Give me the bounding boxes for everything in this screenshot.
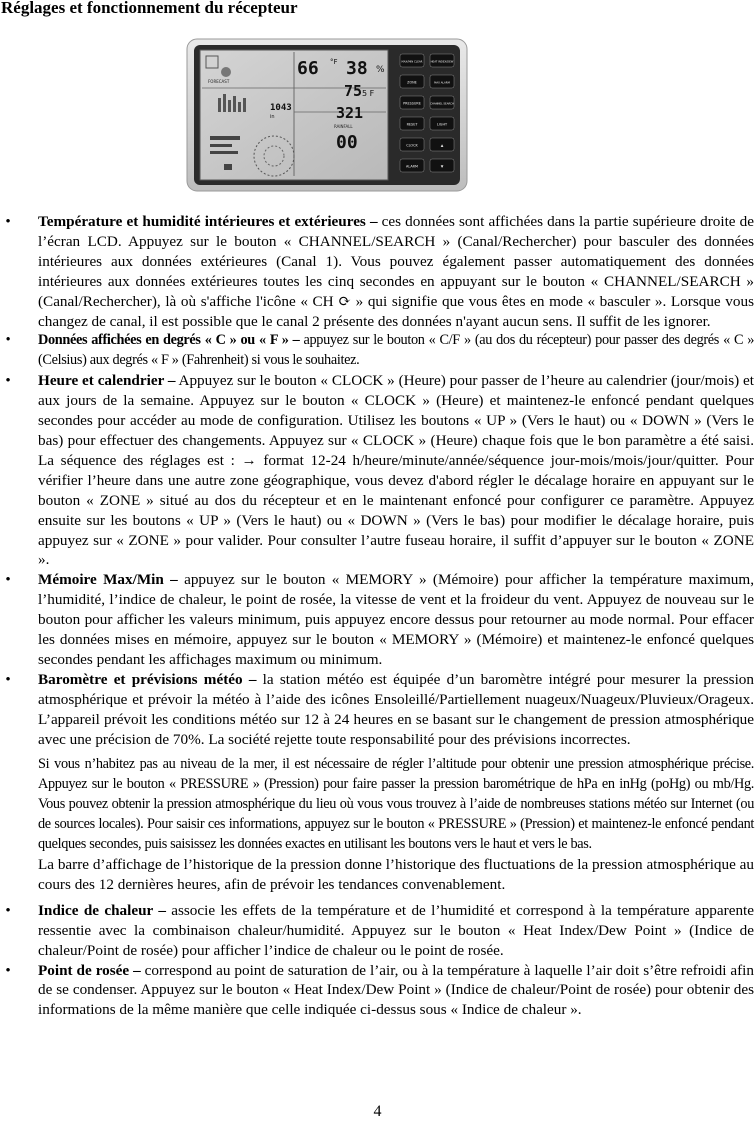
bullet-icon: • xyxy=(5,213,11,230)
list-item xyxy=(0,961,755,1021)
item-text: correspond au point de saturation de l’air, ou à la température à laquelle l’air doit s’être refroidi afin de se condenser. Appuyez sur le bouton « Heat Index/Dew Point » (Indice de chaleur/Point de rosée) pour obtenir des informations de la même manière que celle indiquée ci-dessus sous « Indice de chaleur ». xyxy=(38,961,754,1019)
lcd-pressure: 1043 xyxy=(270,103,292,113)
list-item xyxy=(0,570,755,670)
lcd-humidity: 38 xyxy=(346,58,368,79)
lcd-outdoor-temp: 75 xyxy=(344,82,363,100)
lcd-outdoor-unit: 5 F xyxy=(362,89,375,98)
bullet-icon: • xyxy=(5,961,11,979)
item-text: ces données sont affichées dans la partie supérieure droite de l’écran LCD. Appuyez sur le bouton « CHANNEL/SEARCH » (Canal/Rechercher) pour basculer des données intérieures aux données extérieures (Canal 1). Vous pouvez également passer automatiquement des données intérieures aux données extérieures toutes les cinq secondes en appuyant sur le bouton « CHANNEL/SEARCH » (Canal/Rechercher), là où s'affiche l'icône « CH ⟳ » qui signifie que vous êtes en mode « basculer ». Lorsque vous changez de canal, il est possible que le canal 2 présente des données n'ayant aucun sens. Il suffit de les ignorer. xyxy=(38,213,754,330)
bullet-icon: • xyxy=(5,372,11,390)
feature-list xyxy=(0,901,755,1020)
device-button-label: ▼ xyxy=(440,164,444,169)
item-text: la station météo est équipée d’un baromètre intégré pour mesurer la pression atmosphérique et prévoir la météo à l’aide des icônes Ensoleillé/Partiellement nuageux/Nuageux/Pluvieux/Orageux. L’appareil prévoit les conditions météo sur 12 à 24 heures en se basant sur le changement de pression atmosphérique avec une précision de 70%. La société rejette toute responsabilité pour des prévisions incorrectes. xyxy=(38,670,754,748)
lcd-rain: 00 xyxy=(336,132,358,153)
feature-list xyxy=(0,212,755,749)
device-button-label: MAX ALARM xyxy=(434,81,450,85)
pressure-paragraph: La barre d’affichage de l’historique de la pression donne l’historique des fluctuations de la pression atmosphérique au cours des 12 dernières heures, afin de prévoir les tendances convenablement. xyxy=(38,856,754,893)
lcd-forecast-label: FORECAST xyxy=(208,79,230,84)
lcd-indoor-temp: 66 xyxy=(297,58,319,79)
item-heading: Données affichées en degrés « C » ou « F » – xyxy=(38,332,300,349)
page-number: 4 xyxy=(373,1103,382,1120)
item-text: appuyez sur le bouton « MEMORY » (Mémoire) pour afficher la température maximum, l’humidité, l’indice de chaleur, le point de rosée, la vitesse de vent et la froideur du vent. Appuyez de nouveau sur le bouton pour afficher les valeurs minimum, puis appuyez encore dessus pour retourner au mode normal. Pour effacer les données mises en mémoire, appuyez sur le bouton « MEMORY » (Mémoire) et maintenez-le enfoncé quelques secondes pendant les affichages maximum ou minimum. xyxy=(38,571,754,668)
device-button-label: MAX/MIN CLEAR xyxy=(401,60,423,64)
item-text: associe les effets de la température et de l’humidité et correspond à la température apparente ressentie avec la combinaison chaleur/humidité. Appuyez sur le bouton « Heat Index/Dew Point » (Indice de chaleur/Point de rosée) pour afficher l’indice de chaleur ou le point de rosée. xyxy=(38,901,754,959)
device-button-label: ZONE xyxy=(407,80,417,85)
bullet-icon: • xyxy=(5,901,11,919)
item-heading: Heure et calendrier – xyxy=(38,372,176,390)
device-button-label: RESET xyxy=(406,122,418,127)
lcd-temp-unit: °F xyxy=(330,58,338,66)
device-button-label: PRESSURE xyxy=(403,101,421,106)
content xyxy=(0,212,755,1020)
lcd-rain-label: RAINFALL xyxy=(334,124,353,129)
weather-station-photo xyxy=(186,36,468,194)
bullet-icon: • xyxy=(5,332,11,349)
bullet-icon: • xyxy=(5,670,11,688)
page-title: Réglages et fonctionnement du récepteur xyxy=(1,0,298,17)
pressure-paragraph: Si vous n’habitez pas au niveau de la mer, il est nécessaire de régler l’altitude pour obtenir une pression atmosphérique précise. Appuyez sur le bouton « PRESSURE » (Pression) pour faire passer la pression barométrique de hPa en inHg (poHg) ou mb/Hg. Vous pouvez obtenir la pression atmosphérique du lieu où vous vous trouvez à l’aide de nombreuses stations météo sur Internet (ou de sources locales). Pour saisir ces informations, appuyez sur le bouton « PRESSURE » (Pression) et maintenez-le enfoncé pendant quelques secondes, puis saisissez les données exactes en utilisant les boutons vers le haut et vers le bas. xyxy=(38,756,754,853)
device-button-label: CLOCK xyxy=(406,143,418,148)
list-item xyxy=(0,901,755,961)
device-button-label: ALARM xyxy=(406,164,418,169)
lcd-humidity-unit: % xyxy=(376,65,385,75)
list-item xyxy=(0,331,755,371)
device-button-label: LIGHT xyxy=(436,122,448,127)
list-item xyxy=(0,212,755,331)
list-item xyxy=(0,371,755,570)
item-text: appuyez sur le bouton « C/F » (au dos du récepteur) pour passer des degrés « C » (Celsius) aux degrés « F » (Fahrenheit) si vous le souhaitez. xyxy=(38,332,755,369)
item-heading: Baromètre et prévisions météo – xyxy=(38,670,257,688)
item-heading: Indice de chaleur – xyxy=(38,901,166,919)
list-item xyxy=(0,670,755,750)
lcd-pressure-unit: in xyxy=(270,114,275,120)
item-heading: Mémoire Max/Min – xyxy=(38,571,178,589)
bullet-icon: • xyxy=(5,571,11,589)
lcd-wind: 321 xyxy=(336,104,364,122)
device-button-label: ▲ xyxy=(440,143,444,148)
device-button-label: HEAT INDEX/DEW xyxy=(430,60,454,64)
item-text: Appuyez sur le bouton « CLOCK » (Heure) pour passer de l’heure au calendrier (jour/mois) et aux jours de la semaine. Appuyez sur le bouton « CLOCK » (Heure) et maintenez-le enfoncé pendant quelques secondes pour accéder au mode de configuration. Utilisez les boutons « UP » (Vers le haut) ou « DOWN » (Vers le bas) pour effectuer des changements. Appuyez sur « CLOCK » (Heure) chaque fois que le bon paramètre a été saisi. La séquence des réglages est : → format 12-24 h/heure/minute/année/séquence jour-mois/mois/jour/quitter. Pour vérifier l’heure dans une autre zone géographique, vous devez d'abord régler le décalage horaire en appuyant sur le bouton « ZONE » situé au dos du récepteur et en le maintenant enfoncé pour configurer ce paramètre. Appuyez ensuite sur les boutons « UP » (Vers le haut) ou « DOWN » (Vers le bas) pour modifier le décalage horaire, puis appuyez sur « ZONE » pour valider. Pour consulter l’autre fuseau horaire, il suffit d’appuyer sur le bouton « ZONE ». xyxy=(38,372,754,569)
item-heading: Température et humidité intérieures et extérieures – xyxy=(38,213,378,230)
device-button-label: CHANNEL SEARCH xyxy=(430,102,454,106)
item-heading: Point de rosée – xyxy=(38,961,141,979)
